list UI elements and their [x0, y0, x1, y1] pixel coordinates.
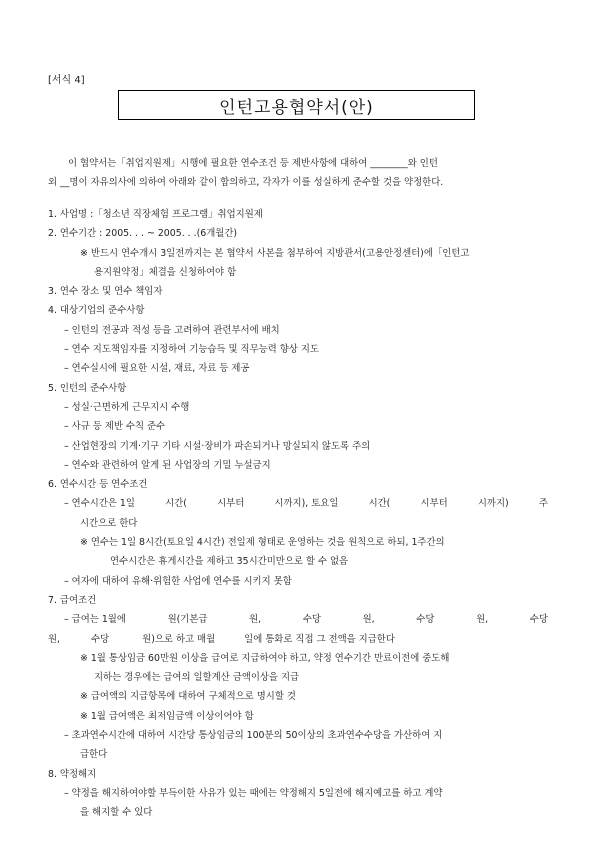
section-6-hours-cont: 시간으로 한다 — [80, 517, 138, 529]
form-number: [서식 4] — [48, 75, 85, 86]
hours-part: 시부터 — [217, 498, 245, 510]
section-5-item: – 연수와 관련하여 알게 된 사업장의 기밀 누설금지 — [64, 459, 271, 471]
section-6-hours-line — [48, 494, 548, 513]
section-5-heading: 5. 인턴의 준수사항 — [48, 382, 127, 394]
section-8-heading: 8. 약정해지 — [48, 768, 97, 780]
section-5-item: – 산업현장의 기계·기구 기타 시설·장비가 파손되거나 망실되지 않도록 주의 — [64, 440, 371, 452]
section-7-pay-line — [48, 610, 548, 629]
agreement-body — [48, 205, 548, 823]
hours-part: 시부터 — [420, 498, 448, 510]
section-7-note: ※ 1월 통상임금 60만원 이상을 급여로 지급하여야 하고, 약정 연수기간 만료이전에 중도해 — [80, 652, 450, 664]
section-7-item-cont: 급한다 — [80, 749, 108, 761]
document-title: 인턴고용협약서(안) — [219, 97, 374, 118]
section-7-note: ※ 급여액의 지급항목에 대하여 구체적으로 명시할 것 — [80, 691, 296, 703]
hours-part: – 연수시간은 1일 — [64, 498, 135, 510]
hours-part: 시까지) — [477, 498, 509, 510]
intro-paragraph — [48, 154, 548, 193]
section-6-item: – 여자에 대하여 유해·위험한 사업에 연수를 시키지 못함 — [64, 575, 292, 587]
section-1-heading: 1. 사업명 :「청소년 직장체험 프로그램」취업지원제 — [48, 209, 263, 220]
pay-part: 원, — [249, 614, 262, 626]
section-8-item: – 약정을 해지하여야할 부득이한 사유가 있는 때에는 약정해지 5일전에 해지예고를 하고 계약 — [64, 787, 443, 799]
hours-part: 시까지), 토요일 — [274, 498, 339, 510]
section-7-pay-line-2 — [48, 630, 548, 649]
section-4-heading: 4. 대상기업의 준수사항 — [48, 305, 145, 317]
intro-line: 이 협약서는「취업지원제」시행에 필요한 연수조건 등 제반사항에 대하여 ________와 인턴 — [68, 158, 438, 169]
pay-part: 수당 — [302, 614, 321, 626]
section-4-item: – 연수 지도책임자를 지정하여 기능습득 및 직무능력 향상 지도 — [64, 344, 319, 356]
pay-part: 수당 — [416, 614, 435, 626]
document-title-box — [118, 90, 475, 120]
pay-part: 원(기본급 — [167, 614, 208, 626]
section-4-item: – 연수실시에 필요한 시설, 재료, 자료 등 제공 — [64, 363, 250, 375]
section-6-note-cont: 연수시간은 휴게시간을 제하고 35시간미만으로 할 수 없음 — [110, 556, 349, 568]
section-8-item-cont: 을 해지할 수 있다 — [80, 807, 153, 819]
section-2-note-cont: 용지원약정」체결을 신청하여야 함 — [94, 266, 237, 278]
pay-part: 원, — [362, 614, 375, 626]
section-2-note: ※ 반드시 연수개시 3일전까지는 본 협약서 사본을 첨부하여 지방관서(고용안정센터)에「인턴고 — [80, 247, 470, 259]
pay-part: 원)으로 하고 매월 — [142, 633, 216, 645]
section-5-item: – 사규 등 제반 수칙 준수 — [64, 421, 166, 433]
hours-part: 시간( — [368, 498, 391, 510]
section-7-note-cont: 지하는 경우에는 급여의 일할계산 금액이상을 지급 — [94, 672, 300, 684]
intro-line: 외 __명이 자유의사에 의하여 아래와 같이 합의하고, 각자가 이를 성실하게 준수할 것을 약정한다. — [48, 177, 444, 189]
section-3-heading: 3. 연수 장소 및 연수 책임자 — [48, 286, 163, 298]
pay-part: 일에 통화로 직접 그 전액을 지급한다 — [244, 633, 395, 645]
section-7-note: ※ 1월 급여액은 최저임금액 이상이어야 함 — [80, 710, 254, 722]
pay-part: 원, — [48, 633, 61, 645]
pay-part: 수당 — [91, 633, 110, 645]
pay-part: 원, — [476, 614, 489, 626]
section-6-note: ※ 연수는 1일 8시간(토요일 4시간) 전일제 형태로 운영하는 것을 원칙으로 하되, 1주간의 — [80, 537, 445, 549]
section-7-item: – 초과연수시간에 대하여 시간당 통상임금의 100분의 50이상의 초과연수수당을 가산하여 지 — [64, 730, 443, 742]
section-6-heading: 6. 연수시간 등 연수조건 — [48, 479, 148, 491]
hours-part: 주 — [538, 498, 548, 510]
pay-part: 수당 — [529, 614, 548, 626]
section-4-item: – 인턴의 전공과 적성 등을 고려하여 관련부서에 배치 — [64, 324, 280, 336]
hours-part: 시간( — [165, 498, 187, 510]
pay-part: – 급여는 1월에 — [64, 614, 126, 626]
section-5-item: – 성실·근면하게 근무지시 수행 — [64, 401, 190, 413]
section-7-heading: 7. 급여조건 — [48, 594, 97, 606]
section-2-heading: 2. 연수기간 : 2005. . . ~ 2005. . .(6개월간) — [48, 228, 238, 240]
